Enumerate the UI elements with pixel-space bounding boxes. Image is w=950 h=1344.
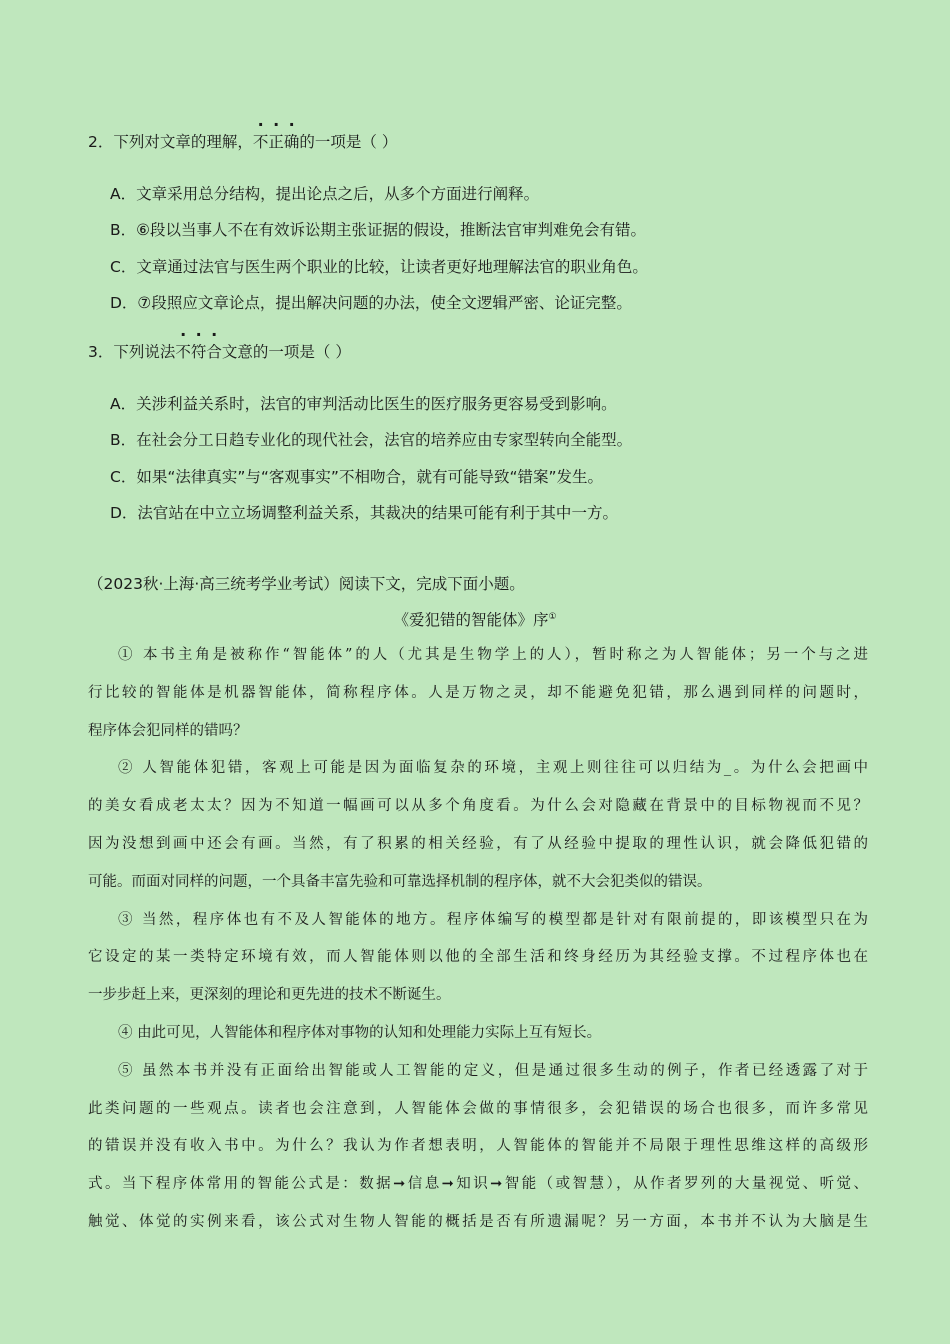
emphasis-char: 符 xyxy=(190,343,207,361)
article-line: 程序体会犯同样的错吗？ xyxy=(88,722,248,739)
article-line: ④ 由此可见，人智能体和程序体对事物的认知和处理能力实际上互有短长。 xyxy=(118,1024,602,1041)
article-title xyxy=(0,608,950,630)
article-line: 的错误并没有收入书中。为什么？我认为作者想表明，人智能体的智能并不局限于理性思维这样的高级形 xyxy=(88,1138,868,1155)
article-line: 一步步赶上来，更深刻的理论和更先进的技术不断诞生。 xyxy=(88,987,451,1004)
emphasis-char: 确 xyxy=(283,133,300,151)
question-3-stem xyxy=(88,340,351,362)
article-line: 行比较的智能体是机器智能体，简称程序体。人是万物之灵，却不能避免犯错，那么遇到同样的问题时， xyxy=(88,684,868,701)
question-2-stem-prefix: 2．下列对文章的理解， xyxy=(88,133,253,151)
article-line: 因为没想到画中还会有画。当然，有了积累的相关经验，有了从经验中提取的理性认识，就会降低犯错的 xyxy=(88,835,868,852)
article-line: 可能。而面对同样的问题，一个具备丰富先验和可靠选择机制的程序体，就不大会犯类似的错误。 xyxy=(88,873,712,890)
question-2-option-b: B．⑥段以当事人不在有效诉讼期主张证据的假设，推断法官审判难免会有错。 xyxy=(110,221,647,239)
question-3-option-c: C．如果“法律真实”与“客观事实”不相吻合，就有可能导致“错案”发生。 xyxy=(110,468,604,486)
article-line: ③ 当然，程序体也有不及人智能体的地方。程序体编写的模型都是针对有限前提的，即该模型只在为 xyxy=(118,911,868,928)
question-3-option-d: D．法官站在中立立场调整利益关系，其裁决的结果可能有利于其中一方。 xyxy=(110,504,618,522)
emphasis-char: 不 xyxy=(175,343,191,361)
article-line: ② 人智能体犯错，客观上可能是因为面临复杂的环境，主观上则往往可以归结为_。为什么会把画中 xyxy=(118,760,868,777)
footnote-mark: ① xyxy=(548,611,557,622)
article-line: ⑤ 虽然本书并没有正面给出智能或人工智能的定义，但是通过很多生动的例子，作者已经透露了对于 xyxy=(118,1062,868,1079)
article-line: 的美女看成老太太？因为不知道一幅画可以从多个角度看。为什么会对隐藏在背景中的目标物视而不见？ xyxy=(88,798,868,815)
question-2-option-c: C．文章通过法官与医生两个职业的比较，让读者更好地理解法官的职业角色。 xyxy=(110,258,648,276)
question-3-stem-prefix: 3．下列说法 xyxy=(88,343,176,361)
question-2-stem-suffix: 的一项是（ ） xyxy=(299,133,398,151)
article-line: 触觉、体觉的实例来看，该公式对生物人智能的概括是否有所遗漏呢？另一方面，本书并不认为大脑是生 xyxy=(88,1213,868,1230)
question-2-stem xyxy=(88,130,397,152)
question-3-option-a: A．关涉利益关系时，法官的审判活动比医生的医疗服务更容易受到影响。 xyxy=(110,395,617,413)
article-line: 它设定的某一类特定环境有效，而人智能体则以他的全部生活和终身经历为其经验支撑。不过程序体也在 xyxy=(88,949,868,966)
article-line: ① 本书主角是被称作“智能体”的人（尤其是生物学上的人），暂时称之为人智能体；另一个与之进 xyxy=(118,647,868,663)
reading-source: （2023秋·上海·高三统考学业考试）阅读下文，完成下面小题。 xyxy=(88,575,525,593)
emphasis-char: 正 xyxy=(268,133,284,151)
article-title-text: 《爱犯错的智能体》序 xyxy=(393,611,549,629)
emphasis-char: 合 xyxy=(206,343,222,361)
question-2-option-d: D．⑦段照应文章论点，提出解决问题的办法，使全文逻辑严密、论证完整。 xyxy=(110,294,632,312)
question-3-stem-suffix: 文意的一项是（ ） xyxy=(221,343,351,361)
question-2-option-a: A．文章采用总分结构，提出论点之后，从多个方面进行阐释。 xyxy=(110,185,540,203)
article-line: 式。当下程序体常用的智能公式是：数据➞信息➞知识➞智能（或智慧），从作者罗列的大量视觉、听觉、 xyxy=(88,1176,868,1193)
article-body xyxy=(88,640,868,1245)
article-line: 此类问题的一些观点。读者也会注意到，人智能体会做的事情很多，会犯错误的场合也很多，而许多常见 xyxy=(88,1100,868,1117)
question-3-option-b: B．在社会分工日趋专业化的现代社会，法官的培养应由专家型转向全能型。 xyxy=(110,431,633,449)
emphasis-char: 不 xyxy=(252,133,269,151)
